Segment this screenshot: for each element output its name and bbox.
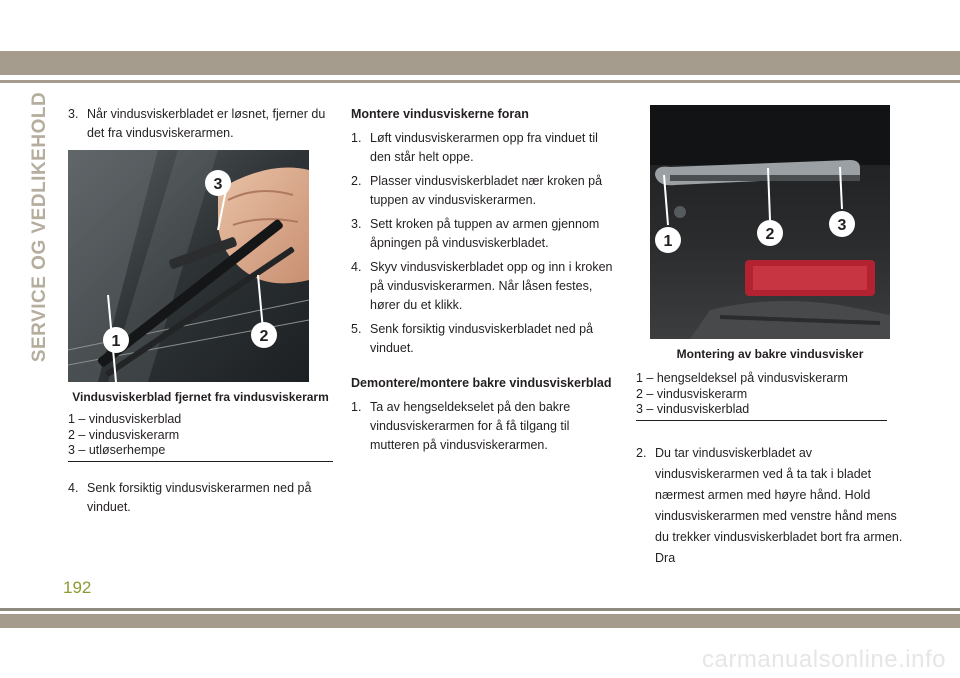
footer-rule bbox=[0, 608, 960, 611]
step-text: Senk forsiktig vindusviskerbladet ned på vinduet. bbox=[370, 322, 594, 355]
step-text: Sett kroken på tuppen av armen gjennom åpningen på vindusviskerbladet. bbox=[370, 217, 600, 250]
column-left bbox=[68, 105, 333, 517]
legend-item: 2 – vindusviskerarm bbox=[636, 386, 748, 401]
figure-caption: Vindusviskerblad fjernet fra vindusviskerarm bbox=[72, 390, 329, 404]
figure-wiper-blade-removed bbox=[68, 150, 333, 462]
step-text: Løft vindusviskerarmen opp fra vinduet til den står helt oppe. bbox=[370, 131, 598, 164]
step-number: 3. bbox=[68, 107, 79, 121]
step-number: 5. bbox=[351, 322, 362, 336]
front-step-3 bbox=[351, 215, 617, 253]
legend-item: 3 – vindusviskerblad bbox=[636, 402, 750, 416]
callout-3: 3 bbox=[837, 217, 847, 234]
step-number: 3. bbox=[351, 217, 362, 231]
step-text: Ta av hengseldekselet på den bakre vindusviskerarmen for å få tilgang til mutteren på vindusviskerarmen. bbox=[370, 400, 571, 452]
step-3 bbox=[68, 105, 333, 143]
step-number: 2. bbox=[351, 174, 362, 188]
legend-item: 1 – vindusviskerblad bbox=[68, 412, 182, 426]
front-step-5 bbox=[351, 320, 617, 358]
legend-item: 2 – vindusviskerarm bbox=[68, 427, 180, 442]
step-4 bbox=[68, 479, 333, 517]
figure-legend bbox=[68, 412, 333, 462]
section-tab bbox=[26, 91, 54, 363]
step-number: 1. bbox=[351, 131, 362, 145]
header-rule bbox=[0, 80, 960, 83]
front-step-4 bbox=[351, 258, 617, 315]
callout-1: 1 bbox=[663, 233, 673, 250]
wiper-blade-photo bbox=[68, 150, 309, 382]
step-number: 1. bbox=[351, 400, 362, 414]
footer-band bbox=[0, 614, 960, 628]
rear-wiper-photo bbox=[650, 105, 890, 339]
front-step-1 bbox=[351, 129, 617, 167]
figure-rear-wiper bbox=[650, 105, 906, 339]
step-text: Plasser vindusviskerbladet nær kroken på tuppen av vindusviskerarmen. bbox=[370, 174, 603, 207]
rear-step-1 bbox=[351, 398, 617, 455]
step-number: 4. bbox=[68, 480, 79, 495]
section-heading-front: Montere vindusviskerne foran bbox=[351, 107, 529, 121]
legend-rule bbox=[68, 461, 333, 462]
column-middle bbox=[351, 105, 617, 455]
legend-item: 3 – utløserhempe bbox=[68, 443, 166, 457]
step-number: 2. bbox=[636, 445, 647, 460]
step-text: Når vindusviskerbladet er løsnet, fjerner du det fra vindusviskerarmen. bbox=[87, 107, 326, 140]
step-text: Senk forsiktig vindusviskerarmen ned på vinduet. bbox=[87, 480, 312, 514]
callout-2: 2 bbox=[259, 328, 269, 345]
figure-legend bbox=[636, 371, 887, 421]
page-number: 192 bbox=[63, 578, 92, 597]
legend-rule bbox=[636, 420, 887, 421]
section-tab-label: SERVICE OG VEDLIKEHOLD bbox=[29, 91, 51, 363]
watermark: carmanualsonline.info bbox=[702, 646, 946, 673]
callout-1: 1 bbox=[111, 333, 121, 350]
header-band bbox=[0, 51, 960, 75]
front-step-2 bbox=[351, 172, 617, 210]
column-right bbox=[636, 105, 906, 569]
figure-caption: Montering av bakre vindusvisker bbox=[676, 347, 864, 361]
callout-3: 3 bbox=[213, 176, 223, 193]
section-heading-rear: Demontere/montere bakre vindusviskerblad bbox=[351, 376, 612, 390]
callout-2: 2 bbox=[765, 226, 775, 243]
step-text: Du tar vindusviskerbladet av vindusviskerarmen ved å ta tak i bladet nærmest armen med høyre hånd. Hold vindusviskerarmen med venstre hånd mens du trekker vindusviskerbladet bort fra armen. Dra bbox=[655, 445, 903, 565]
rear-step-2 bbox=[636, 443, 906, 569]
step-number: 4. bbox=[351, 260, 362, 274]
legend-item: 1 – hengseldeksel på vindusviskerarm bbox=[636, 371, 848, 385]
step-text: Skyv vindusviskerbladet opp og inn i kroken på vindusviskerarmen. Når låsen festes, hører du et klikk. bbox=[370, 260, 613, 312]
